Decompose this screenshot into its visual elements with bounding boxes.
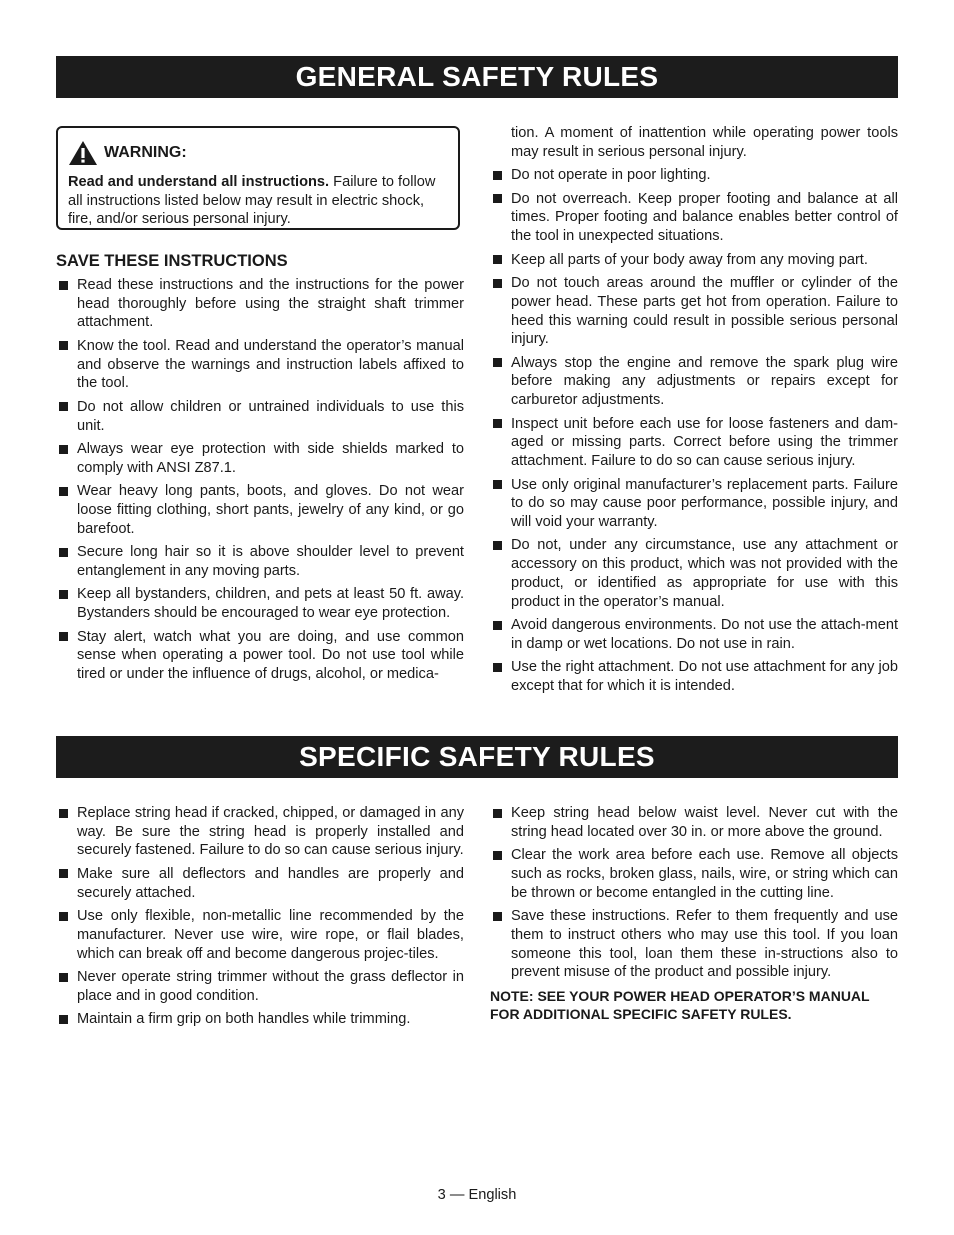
general-left-column [56, 276, 464, 688]
list-item: Clear the work area before each use. Remove all objects such as rocks, broken glass, nails, wire, or string which can be thrown or become entangled in the cutting line. [490, 846, 898, 902]
list-item: Never operate string trimmer without the grass deflector in place and in good condition. [56, 968, 464, 1005]
list-item: Use only original manufacturer’s replacement parts. Failure to do so may cause poor performance, possible injury, and will void your warranty. [490, 476, 898, 532]
warning-triangle-icon [68, 140, 98, 166]
list-item: Use the right attachment. Do not use attachment for any job except that for which it is intended. [490, 658, 898, 695]
list-item-continuation: tion. A moment of inattention while operating power tools may result in serious personal injury. [511, 125, 898, 160]
save-instructions-heading: SAVE THESE INSTRUCTIONS [56, 252, 288, 270]
general-safety-rules-title: GENERAL SAFETY RULES [295, 61, 659, 92]
list-item: Always wear eye protection with side shields marked to comply with ANSI Z87.1. [56, 440, 464, 477]
list-item: Make sure all deflectors and handles are properly and securely attached. [56, 865, 464, 902]
general-right-list [490, 166, 898, 695]
warning-header [68, 140, 448, 166]
general-right-continuation-list [490, 124, 898, 161]
list-item: Do not touch areas around the muffler or cylinder of the power head. These parts get hot from operation. Failure to heed this warning could result in possible serious personal injury. [490, 274, 898, 349]
list-item: Maintain a firm grip on both handles while trimming. [56, 1010, 464, 1029]
list-item: Avoid dangerous environments. Do not use the attach-ment in damp or wet locations. Do not use in rain. [490, 616, 898, 653]
page-footer: 3 — English [437, 1187, 517, 1203]
list-item: Secure long hair so it is above shoulder level to prevent entanglement in any moving parts. [56, 543, 464, 580]
list-item: Wear heavy long pants, boots, and gloves. Do not wear loose fitting clothing, short pants, jewelry of any kind, or go barefoot. [56, 482, 464, 538]
list-item: Do not allow children or untrained individuals to use this unit. [56, 398, 464, 435]
specific-safety-rules-banner [56, 736, 898, 778]
specific-note: NOTE: SEE YOUR POWER HEAD OPERATOR’S MANUAL FOR ADDITIONAL SPECIFIC SAFETY RULES. [490, 987, 870, 1022]
specific-right-column [490, 804, 898, 1023]
list-item: Read these instructions and the instructions for the power head thoroughly before using the straight shaft trimmer attachment. [56, 276, 464, 332]
specific-left-column [56, 804, 464, 1034]
list-item: Know the tool. Read and understand the operator’s manual and observe the warnings and instruction labels affixed to the tool. [56, 337, 464, 393]
warning-text [68, 173, 448, 229]
list-item: Keep all parts of your body away from any moving part. [490, 251, 898, 270]
list-item: Stay alert, watch what you are doing, and use common sense when operating a power tool. Do not use tool while tired or under the influence of drugs, alcohol, or medica- [56, 628, 464, 684]
warning-lead: Read and understand all instructions. [68, 174, 330, 190]
specific-safety-rules-title: SPECIFIC SAFETY RULES [299, 741, 655, 772]
list-item: Keep all bystanders, children, and pets at least 50 ft. away. Bystanders should be encouraged to wear eye protection. [56, 585, 464, 622]
general-right-column [490, 124, 898, 700]
list-item: Inspect unit before each use for loose fasteners and dam-aged or missing parts. Correct before using the trimmer attachment. Failure to do so can cause serious injury. [490, 415, 898, 471]
general-safety-rules-banner [56, 56, 898, 98]
warning-box [56, 126, 460, 230]
warning-label: WARNING: [104, 143, 187, 161]
warning-body: Failure to follow all instructions listed below may result in electric shock, fire, and/or serious personal injury. [68, 174, 436, 228]
list-item: Replace string head if cracked, chipped, or damaged in any way. Be sure the string head is properly installed and securely fastened. Failure to do so can cause serious injury. [56, 804, 464, 860]
specific-right-list [490, 804, 898, 982]
list-item: Always stop the engine and remove the spark plug wire before making any adjustments or repairs except for carburetor adjustments. [490, 354, 898, 410]
general-left-list [56, 276, 464, 684]
list-item: Do not operate in poor lighting. [490, 166, 898, 185]
specific-left-list [56, 804, 464, 1029]
list-item: Keep string head below waist level. Never cut with the string head located over 30 in. or more above the ground. [490, 804, 898, 841]
list-item: Do not, under any circumstance, use any attachment or accessory on this product, which was not provided with the product, or identified as appropriate for use with this product in the operator’s manual. [490, 536, 898, 611]
list-item: Use only flexible, non-metallic line recommended by the manufacturer. Never use wire, wire rope, or flail blades, which can break off and become dangerous projec-tiles. [56, 907, 464, 963]
list-item: Save these instructions. Refer to them frequently and use them to instruct others who may use this tool. If you loan someone this tool, loan them these in-structions also to prevent misuse of the product and possible injury. [490, 907, 898, 982]
list-item: Do not overreach. Keep proper footing and balance at all times. Proper footing and balance enables better control of the tool in unexpected situations. [490, 190, 898, 246]
